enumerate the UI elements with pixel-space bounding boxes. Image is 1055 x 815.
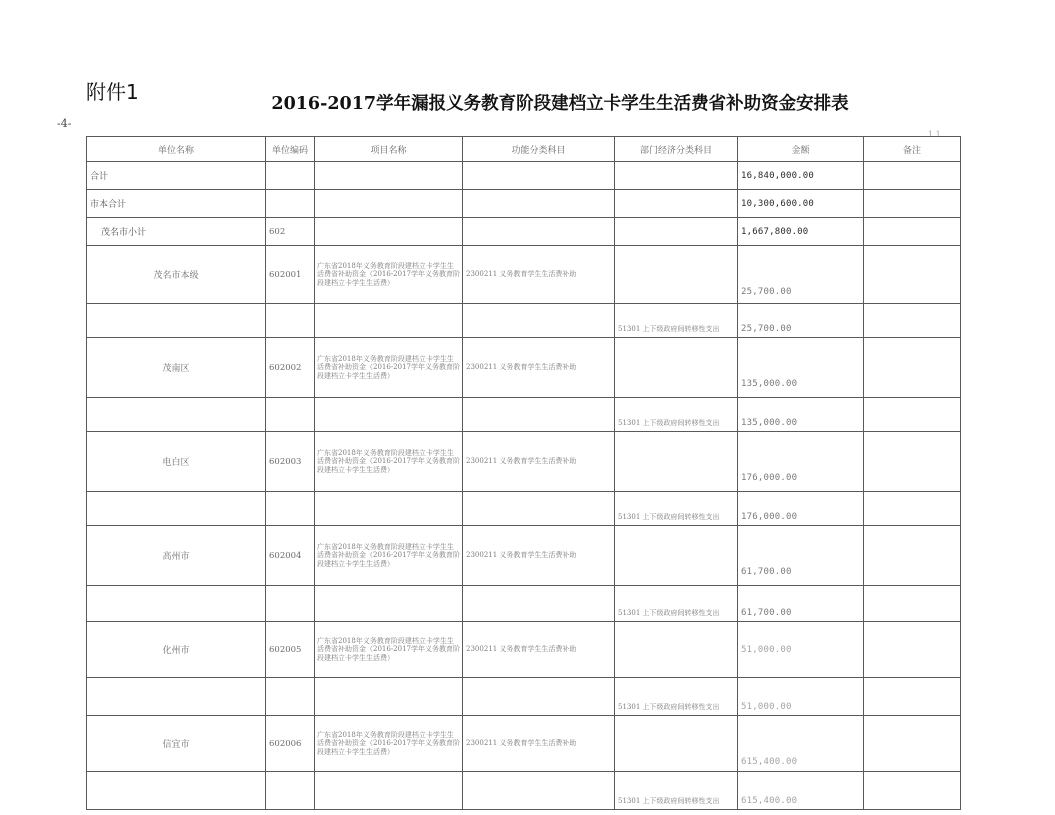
cell-unit-name: 合计 — [87, 162, 266, 190]
cell-unit-code — [266, 492, 315, 526]
cell-amount: 61,700.00 — [738, 526, 864, 586]
cell-economic-category: 51301 上下级政府间转移性支出 — [615, 492, 738, 526]
cell-project-name — [315, 304, 463, 338]
cell-unit-name: 化州市 — [87, 622, 266, 678]
cell-unit-name — [87, 304, 266, 338]
table-row-total — [87, 162, 961, 190]
cell-economic-category: 51301 上下级政府间转移性支出 — [615, 772, 738, 810]
cell-project-name: 广东省2018年义务教育阶段建档立卡学生生活费省补助资金（2016-2017学年义务教育阶段建档立卡学生生活费） — [315, 432, 463, 492]
attachment-label: 附件1 — [86, 80, 139, 104]
cell-project-name: 广东省2018年义务教育阶段建档立卡学生生活费省补助资金（2016-2017学年义务教育阶段建档立卡学生生活费） — [315, 622, 463, 678]
cell-unit-code: 602003 — [266, 432, 315, 492]
table-row — [87, 432, 961, 492]
cell-function-category — [463, 304, 615, 338]
cell-note — [864, 716, 961, 772]
cell-unit-code: 602002 — [266, 338, 315, 398]
cell-economic-category: 51301 上下级政府间转移性支出 — [615, 678, 738, 716]
cell-unit-name: 茂南区 — [87, 338, 266, 398]
cell-amount: 135,000.00 — [738, 338, 864, 398]
table-row — [87, 304, 961, 338]
cell-amount: 176,000.00 — [738, 432, 864, 492]
cell-unit-code — [266, 162, 315, 190]
cell-economic-category: 51301 上下级政府间转移性支出 — [615, 398, 738, 432]
table-row — [87, 338, 961, 398]
cell-unit-name — [87, 586, 266, 622]
cell-note — [864, 162, 961, 190]
cell-unit-code: 602001 — [266, 246, 315, 304]
cell-unit-code — [266, 398, 315, 432]
cell-unit-code — [266, 586, 315, 622]
cell-function-category: 2300211 义务教育学生生活费补助 — [463, 622, 615, 678]
table-row — [87, 622, 961, 678]
cell-note — [864, 526, 961, 586]
cell-function-category — [463, 678, 615, 716]
cell-function-category: 2300211 义务教育学生生活费补助 — [463, 526, 615, 586]
document-title: 2016-2017学年漏报义务教育阶段建档立卡学生生活费省补助资金安排表 — [271, 94, 849, 114]
cell-note — [864, 338, 961, 398]
cell-project-name — [315, 218, 463, 246]
cell-unit-name — [87, 678, 266, 716]
cell-economic-category — [615, 338, 738, 398]
table-row — [87, 526, 961, 586]
cell-function-category: 2300211 义务教育学生生活费补助 — [463, 716, 615, 772]
cell-unit-name: 电白区 — [87, 432, 266, 492]
cell-amount: 176,000.00 — [738, 492, 864, 526]
cell-note — [864, 304, 961, 338]
cell-unit-code — [266, 190, 315, 218]
cell-unit-code — [266, 678, 315, 716]
cell-project-name: 广东省2018年义务教育阶段建档立卡学生生活费省补助资金（2016-2017学年义务教育阶段建档立卡学生生活费） — [315, 526, 463, 586]
cell-amount: 51,000.00 — [738, 622, 864, 678]
cell-unit-name: 信宜市 — [87, 716, 266, 772]
table-row-subtotal — [87, 218, 961, 246]
cell-amount: 615,400.00 — [738, 772, 864, 810]
table-row — [87, 492, 961, 526]
cell-amount: 51,000.00 — [738, 678, 864, 716]
cell-project-name — [315, 190, 463, 218]
cell-function-category — [463, 492, 615, 526]
table-row — [87, 772, 961, 810]
cell-unit-name: 茂名市本级 — [87, 246, 266, 304]
cell-project-name: 广东省2018年义务教育阶段建档立卡学生生活费省补助资金（2016-2017学年义务教育阶段建档立卡学生生活费） — [315, 246, 463, 304]
allocation-table — [86, 136, 961, 810]
cell-function-category: 2300211 义务教育学生生活费补助 — [463, 246, 615, 304]
cell-function-category — [463, 398, 615, 432]
header-economic-category: 部门经济分类科目 — [615, 137, 738, 162]
cell-function-category — [463, 586, 615, 622]
cell-unit-code — [266, 772, 315, 810]
cell-amount: 25,700.00 — [738, 246, 864, 304]
cell-economic-category — [615, 526, 738, 586]
cell-economic-category — [615, 190, 738, 218]
cell-unit-name — [87, 492, 266, 526]
cell-note — [864, 678, 961, 716]
cell-unit-code: 602004 — [266, 526, 315, 586]
cell-economic-category: 51301 上下级政府间转移性支出 — [615, 586, 738, 622]
cell-function-category — [463, 190, 615, 218]
cell-economic-category — [615, 716, 738, 772]
cell-note — [864, 190, 961, 218]
cell-function-category: 2300211 义务教育学生生活费补助 — [463, 338, 615, 398]
table-row — [87, 678, 961, 716]
cell-note — [864, 398, 961, 432]
header-unit-code: 单位编码 — [266, 137, 315, 162]
cell-unit-code: 602006 — [266, 716, 315, 772]
header-amount: 金额 — [738, 137, 864, 162]
cell-unit-name — [87, 772, 266, 810]
cell-note — [864, 218, 961, 246]
cell-amount: 615,400.00 — [738, 716, 864, 772]
cell-economic-category — [615, 432, 738, 492]
header-project-name: 项目名称 — [315, 137, 463, 162]
cell-amount: 10,300,600.00 — [738, 190, 864, 218]
cell-amount: 1,667,800.00 — [738, 218, 864, 246]
cell-function-category — [463, 218, 615, 246]
cell-project-name — [315, 162, 463, 190]
cell-function-category — [463, 162, 615, 190]
cell-economic-category — [615, 622, 738, 678]
table-row-subtotal — [87, 190, 961, 218]
cell-economic-category — [615, 218, 738, 246]
table-header-row — [87, 137, 961, 162]
cell-unit-name: 高州市 — [87, 526, 266, 586]
cell-note — [864, 622, 961, 678]
header-note: 备注 — [864, 137, 961, 162]
cell-unit-name: 茂名市小计 — [87, 218, 266, 246]
page-number-mark: -4- — [57, 117, 72, 130]
cell-note — [864, 492, 961, 526]
header-unit-name: 单位名称 — [87, 137, 266, 162]
cell-economic-category: 51301 上下级政府间转移性支出 — [615, 304, 738, 338]
cell-project-name: 广东省2018年义务教育阶段建档立卡学生生活费省补助资金（2016-2017学年义务教育阶段建档立卡学生生活费） — [315, 338, 463, 398]
cell-amount: 16,840,000.00 — [738, 162, 864, 190]
header-function-category: 功能分类科目 — [463, 137, 615, 162]
cell-amount: 25,700.00 — [738, 304, 864, 338]
cell-amount: 61,700.00 — [738, 586, 864, 622]
cell-economic-category — [615, 162, 738, 190]
cell-note — [864, 586, 961, 622]
cell-project-name — [315, 492, 463, 526]
cell-project-name — [315, 772, 463, 810]
cell-project-name — [315, 398, 463, 432]
corner-mark: 1 1 — [928, 130, 941, 139]
table-row — [87, 586, 961, 622]
cell-note — [864, 432, 961, 492]
table-row — [87, 398, 961, 432]
cell-unit-code: 602005 — [266, 622, 315, 678]
cell-project-name: 广东省2018年义务教育阶段建档立卡学生生活费省补助资金（2016-2017学年义务教育阶段建档立卡学生生活费） — [315, 716, 463, 772]
table-row — [87, 716, 961, 772]
cell-note — [864, 772, 961, 810]
cell-amount: 135,000.00 — [738, 398, 864, 432]
cell-function-category — [463, 772, 615, 810]
cell-function-category: 2300211 义务教育学生生活费补助 — [463, 432, 615, 492]
cell-note — [864, 246, 961, 304]
cell-unit-code — [266, 304, 315, 338]
table-row — [87, 246, 961, 304]
cell-unit-code: 602 — [266, 218, 315, 246]
cell-project-name — [315, 586, 463, 622]
cell-project-name — [315, 678, 463, 716]
cell-economic-category — [615, 246, 738, 304]
cell-unit-name — [87, 398, 266, 432]
cell-unit-name: 市本合计 — [87, 190, 266, 218]
